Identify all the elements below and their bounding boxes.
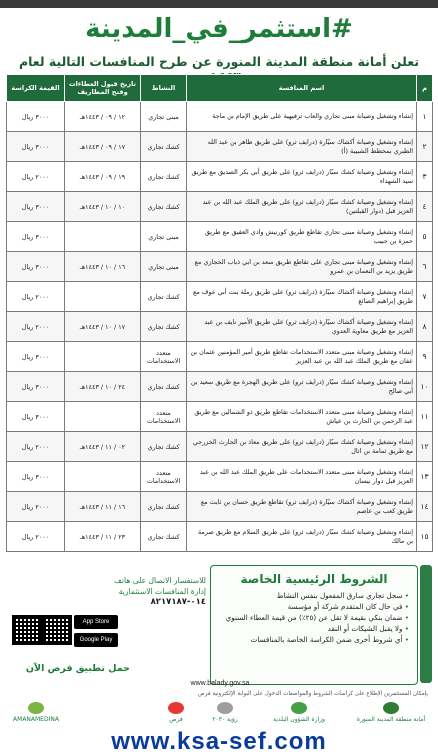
tender-name: إنشاء وتشغيل وصيانة مبنى تجاري تقاطع طريق كورنيش وادي العقيق مع طريق حمزة بن حبيب [187,222,417,252]
submission-date [65,462,141,492]
table-row [7,222,433,252]
submission-date: ١٦ / ١١ / ١٤٤٣هـ [65,492,141,522]
submission-date [65,402,141,432]
submission-date: ١٧ / ١٠ / ١٤٤٣هـ [65,312,141,342]
table-row [7,432,433,462]
row-number: ١١ [417,402,433,432]
brochure-price: ٢٠٠٠ ريال [7,162,65,192]
logos-bar [6,702,432,728]
brochure-price: ٢٠٠٠ ريال [7,492,65,522]
app-store-button[interactable]: App Store [74,615,118,629]
row-number: ١٠ [417,372,433,402]
submission-date: ١٩ / ٠٩ / ١٤٤٣هـ [65,162,141,192]
activity-type: متعدد الاستخدامات [141,402,187,432]
contact-info [66,575,206,608]
brochure-price: ٣٠٠٠ ريال [7,252,65,282]
phone-number[interactable]: ٠١٤-٨٢١٧١٨٧ [150,597,206,607]
activity-type: كشك تجاري [141,192,187,222]
column-header: اسم المنافسة [187,75,417,102]
activity-type: متعدد الاستخدامات [141,342,187,372]
submission-date: ١٠ / ١٠ / ١٤٤٣هـ [65,192,141,222]
table-header-row [7,75,433,102]
furas-logo: فرص [156,702,196,728]
download-app-cta: حمل تطبيق فرص الآن [25,663,130,674]
brochure-price: ٣٠٠٠ ريال [7,372,65,402]
top-strip [0,0,438,8]
brochure-price: ٣٠٠٠ ريال [7,132,65,162]
brochure-price: ٣٠٠٠ ريال [7,222,65,252]
amana-social-logo: AMANAMEDINA [6,702,66,728]
brochure-price: ٣٠٠٠ ريال [7,192,65,222]
activity-type: كشك تجاري [141,432,187,462]
row-number: ١٤ [417,492,433,522]
row-number: ١٣ [417,462,433,492]
tender-name: إنشاء وتشغيل وصيانة أكشاك سيّارة (درايف ثرو) على طريق طاهر بن عبد الله الطبري بمخطط الشبيبة (أ) [187,132,417,162]
submission-date: ١٧ / ٠٩ / ١٤٤٣هـ [65,132,141,162]
condition-item: • ولا يقبل الشيكات أو النقد [217,623,409,634]
submission-date: ٢٤ / ١٠ / ١٤٤٣هـ [65,372,141,402]
activity-type: كشك تجاري [141,492,187,522]
tender-name: إنشاء وتشغيل وصيانة مبنى متعدد الاستخدامات تقاطع طريق ذو الشمالين مع طريق عبد الرحمن بن الحارث بن عياش [187,402,417,432]
tender-name: إنشاء وتشغيل وصيانة كشك سيّار (درايف ثرو) على طريق السلام مع طريق صرمة بن مالك [187,522,417,552]
activity-type: كشك تجاري [141,312,187,342]
column-header: القيمة الكراسة [7,75,65,102]
tenders-table [6,74,433,552]
activity-type: متعدد الاستخدامات [141,462,187,492]
submission-date: ١٢ / ٠٩ / ١٤٤٣هـ [65,102,141,132]
row-number: ٧ [417,282,433,312]
announcement-subtitle: تعلن أمانة منطقة المدينة المنورة عن طرح المنافسات التالية لعام [18,54,420,69]
column-header: م [417,75,433,102]
submission-date [65,342,141,372]
tender-name: إنشاء وتشغيل وصيانة مبنى متعدد الاستخدامات على طريق الملك عبد الله بن عبد العزيز قبل دوار نيسان [187,462,417,492]
table-row [7,402,433,432]
qr-code-icon [42,615,72,645]
watermark: www.ksa-sef.com [111,728,327,755]
brochure-price: ٣٠٠٠ ريال [7,462,65,492]
activity-type: مبنى تجاري [141,252,187,282]
google-play-button[interactable]: Google Play [74,633,118,647]
conditions-title: الشروط الرئيسية الخاصة [240,572,388,586]
brochure-price: ٢٠٠٠ ريال [7,312,65,342]
activity-type: كشك تجاري [141,162,187,192]
table-row [7,162,433,192]
conditions-list [217,590,409,645]
row-number: ٤ [417,192,433,222]
amana-medina-logo: أمانة منطقة المدينة المنورة [350,702,432,728]
table-row [7,372,433,402]
activity-type: كشك تجاري [141,282,187,312]
tender-name: إنشاء وتشغيل وصيانة كشك سيّار (درايف ثرو) على طريق الملك عبد الله بن عبد العزيز قبل (دوار القبلتين) [187,192,417,222]
table-row [7,312,433,342]
table-row [7,522,433,552]
brochure-price: ٢٠٠٠ ريال [7,282,65,312]
tender-name: إنشاء وتشغيل وصيانة مبنى متعدد الاستخدامات تقاطع طريق أمير المؤمنين عثمان بن عفان مع طريق الملك عبد الله بن عبد العزيز [187,342,417,372]
tender-name: إنشاء وتشغيل وصيانة كشك سيّار (درايف ثرو) على طريق الهجرة مع طريق سعيد بن أبي صالح [187,372,417,402]
submission-date [65,222,141,252]
activity-type: كشك تجاري [141,522,187,552]
submission-date: ٠٢ / ١١ / ١٤٤٣هـ [65,432,141,462]
row-number: ٦ [417,252,433,282]
condition-item: • في حال كان المتقدم شركة أو مؤسسة [217,601,409,612]
ministry-logo: وزارة الشؤون البلدية [264,702,334,728]
table-row [7,102,433,132]
row-number: ١٢ [417,432,433,462]
row-number: ٢ [417,132,433,162]
row-number: ٩ [417,342,433,372]
hashtag-title: #استثمر_في_المدينة [85,14,353,44]
qr-code-icon [12,615,42,645]
row-number: ٣ [417,162,433,192]
row-number: ٨ [417,312,433,342]
submission-date: ١٦ / ١٠ / ١٤٤٣هـ [65,252,141,282]
contact-line: للاستفسار الاتصال على هاتف [114,576,206,585]
condition-item: • ضمان بنكي بقيمة لا تقل عن (٢٥٪) من قيمة العطاء السنوي [217,612,409,623]
contact-section [6,571,206,681]
row-number: ٥ [417,222,433,252]
table-row [7,132,433,162]
condition-item: • سجل تجاري سارق المفعول بنفس النشاط [217,590,409,601]
activity-type: كشك تجاري [141,132,187,162]
submission-date: ٢٣ / ١١ / ١٤٤٣هـ [65,522,141,552]
table-row [7,342,433,372]
contact-line: إدارة المنافسات الاستثمارية [118,587,206,596]
brochure-price: ٣٠٠٠ ريال [7,342,65,372]
tender-name: إنشاء وتشغيل وصيانة أكشاك سيّارة (درايف ثرو) تقاطع طريق حسان بن ثابت مع طريق كعب بن عاصم [187,492,417,522]
tender-name: إنشاء وتشغيل وصيانة أكشاك سيّارة (درايف ثرو) على طريق رملة بنت أبي عوف مع طريق إبراهيم الصائغ [187,282,417,312]
condition-item: • أي شروط أخرى ضمن الكراسة الخاصة بالمنافسات [217,634,409,645]
table-row [7,252,433,282]
tender-name: إنشاء وتشغيل وصيانة كشك سيّار (درايف ثرو) على طريق معاذ بن الحارث الخزرجي مع طريق ثمامة بن اثال [187,432,417,462]
activity-type: مبنى تجاري [141,102,187,132]
activity-type: مبنى تجاري [141,222,187,252]
table-row [7,492,433,522]
brochure-price: ٢٠٠٠ ريال [7,522,65,552]
furas-app-card [420,565,432,683]
row-number: ١ [417,102,433,132]
conditions-box [210,565,418,685]
vision-2030-logo: رؤية ٢٠٣٠ [202,702,248,728]
table-row [7,282,433,312]
submission-date [65,282,141,312]
table-row [7,462,433,492]
column-header: النشاط [141,75,187,102]
tender-name: إنشاء وتشغيل وصيانة كشك سيّار (درايف ثرو) على طريق أبي بكر الصديق مع طريق سيد الشهداء [187,162,417,192]
tender-name: إنشاء وتشغيل وصيانة مبنى تجاري على تقاطع طريق سعد بن ابي ذباب الحجازي مع طريق يزيد بن النعمان بن عمرو [187,252,417,282]
bottom-section [6,565,432,685]
row-number: ١٥ [417,522,433,552]
website-link[interactable]: www.balady.gov.sa [190,680,250,687]
tender-name: إنشاء وتشغيل وصيانة مبنى تجاري والعاب ترفيهية على طريق الإمام بن ماجة [187,102,417,132]
brochure-price: ٣٠٠٠ ريال [7,102,65,132]
tender-name: إنشاء وتشغيل وصيانة أكشاك سيّارة (درايف ثرو) على طريق الأمير نايف بن عبد العزيز مع طريق معاوية العدوي [187,312,417,342]
footer-disclaimer: بإمكان المستثمرين الإطلاع على كراسات الشروط والمواصفات الدخول على البوابة الإلكترونية فرص [198,691,428,697]
activity-type: كشك تجاري [141,372,187,402]
brochure-price: ٣٠٠٠ ريال [7,402,65,432]
table-row [7,192,433,222]
brochure-price: ٢٠٠٠ ريال [7,432,65,462]
column-header: تاريخ قبول العطاءات وفتح المظاريف [65,75,141,102]
